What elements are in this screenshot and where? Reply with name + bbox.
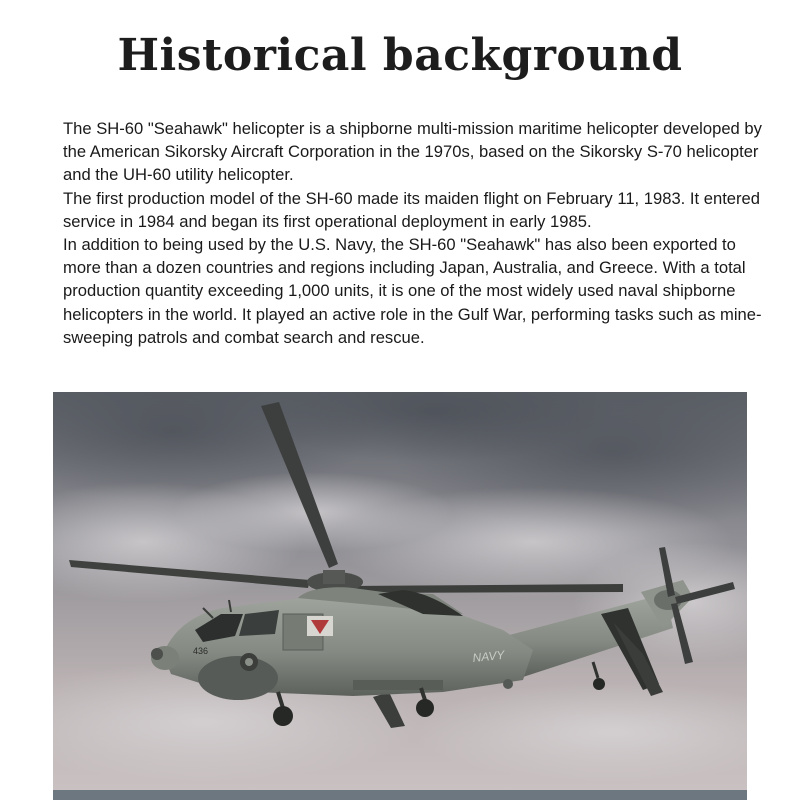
main-wheel — [273, 706, 293, 726]
helicopter-illustration — [53, 392, 747, 800]
paragraph-first-flight: The first production model of the SH-60 made its maiden flight on February 11, 1983. It entered service in 1984 and began its first operational deployment in early 1985. — [63, 188, 761, 231]
navy-marking: NAVY — [471, 647, 506, 665]
main-wheel — [416, 699, 434, 717]
helicopter-photo — [53, 392, 747, 800]
paragraph-service: In addition to being used by the U.S. Navy, the SH-60 "Seahawk" has also been exported to more than a dozen countries and regions including Japan, Australia, and Greece. With a total production quantity exceeding 1,000 units, it is one of the most widely used naval shipborne helicopters in the world. It played an active role in the Gulf War, performing tasks such as mine-sweeping patrols and combat search and rescue. — [63, 235, 762, 347]
page-title: Historical background — [117, 30, 683, 81]
nose-number: 436 — [193, 646, 209, 656]
paragraph-intro: The SH-60 "Seahawk" helicopter is a shipborne multi-mission maritime helicopter developed by the American Sikorsky Aircraft Corporation in the 1970s, based on the Sikorsky S-70 helicopter and the UH-60 utility helicopter. — [63, 119, 762, 185]
sponson — [198, 656, 278, 700]
tail-wheel — [593, 678, 605, 690]
sea-strip — [53, 790, 747, 800]
article-body — [63, 117, 763, 349]
